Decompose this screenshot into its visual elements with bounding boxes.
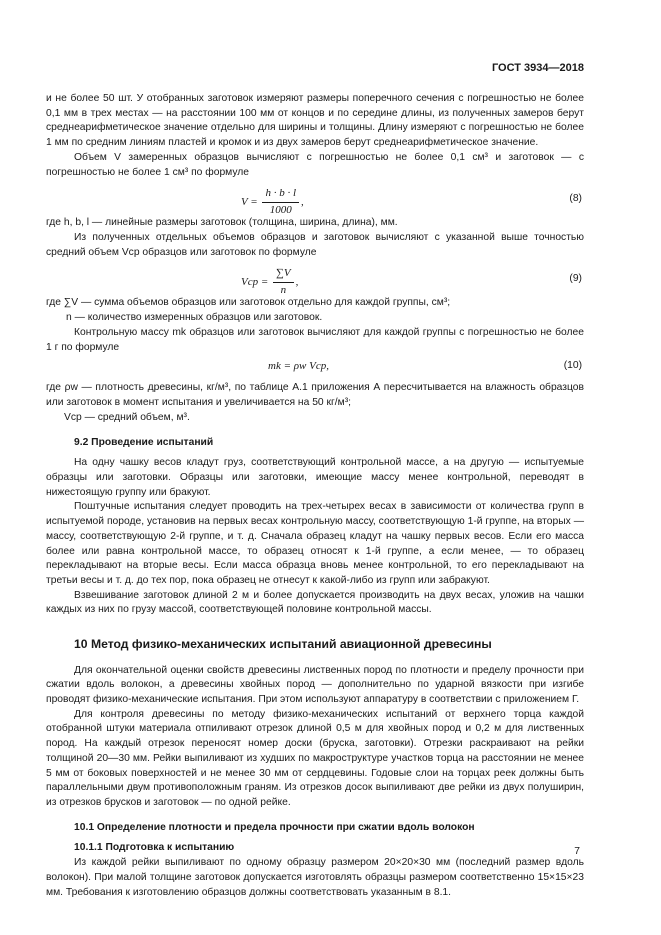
paragraph: где h, b, l — линейные размеры заготовок (толщина, ширина, длина), мм.	[46, 217, 398, 229]
fraction-denominator: 1000	[269, 204, 292, 217]
formula-expression	[241, 266, 298, 298]
paragraph: и не более 50 шт. У отобранных заготовок измеряют размеры поперечного сечения с погрешностью не более 0,1 мм в трех местах — на расстоянии 100 мм от концов и по середине длины, из полученных замеров берут среднеарифметическое значение отдельно для ширины и толщины. Длину измеряют с погрешностью не более 1 мм по средним линиям пластей и кромок и из двух замеров берут среднеарифметическое значение.	[46, 93, 584, 149]
paragraph: Из каждой рейки выпиливают по одному образцу размером 20×20×30 мм (последний размер вдоль волокон). При малой толщине заготовок допускается изготовлять образцы размером соответственно 15×15×23 мм. Требования к изготовлению образцов должны соответствовать указанным в 8.1.	[46, 857, 584, 898]
formula-lhs: Vср =	[241, 276, 269, 289]
formula-expression: mk = ρw Vср,	[268, 360, 329, 373]
paragraph: Контрольную массу mk образцов или заготовок вычисляют для каждой группы с погрешностью не более 1 г по формуле	[46, 326, 584, 353]
formula-expression	[241, 186, 304, 218]
paragraph: где ρw — плотность древесины, кг/м³, по таблице А.1 приложения А пересчитывается на влажность образцов или заготовок в момент испытания и увеличивается на 50 кг/м³;	[46, 382, 584, 409]
paragraph: Для окончательной оценки свойств древесины лиственных пород по плотности и пределу прочности при сжатии вдоль волокон, а древесины хвойных пород — дополнительно по ударной вязкости при изгибе проводят физико-механические испытания. При этом используют аппаратуру в соответствии с приложением Г.	[46, 664, 584, 705]
paragraph: Объем V замеренных образцов вычисляют с погрешностью не более 0,1 см³ и заготовок — с погрешностью не более 1 см³ по формуле	[46, 151, 584, 178]
fraction-numerator: h · b · l	[262, 186, 299, 203]
formula-9	[46, 266, 584, 297]
fraction	[273, 266, 294, 298]
fraction-denominator: n	[280, 284, 287, 297]
formula-10	[46, 359, 584, 377]
standard-header: ГОСТ 3934—2018	[491, 62, 584, 74]
paragraph: где ∑V — сумма объемов образцов или заготовок отдельно для каждой группы, см³;	[46, 297, 451, 309]
formula-tail: ,	[295, 276, 299, 289]
paragraph: n — количество измеренных образцов или заготовок.	[66, 312, 323, 324]
paragraph: Vср — средний объем, м³.	[64, 411, 190, 423]
fraction	[262, 186, 299, 218]
section-heading-10-1: 10.1 Определение плотности и предела прочности при сжатии вдоль волокон	[74, 821, 475, 833]
paragraph: Поштучные испытания следует проводить на трех-четырех весах в зависимости от количества групп в испытуемой породе, установив на первых весах контрольную массу, соответствующую 1-й группе, на вторых — массу, соответствующую 2-й группе, и т. д. Сначала образец кладут на чашку первых весов. Если его масса более или равна контрольной массе, то образец относят к 1-й группе, а если менее, — то образец перекладывают на вторые весы. Если масса образца вновь менее контрольной, то его перекладывают на третьи весы и т. д. до тех пор, пока образец не отнесут к какой-либо из групп или забракуют.	[46, 501, 584, 586]
paragraph: Взвешивание заготовок длиной 2 м и более допускается производить на двух весах, уложив на чашки каждых из них по грузу массой, соответствующей половине контрольной массы.	[46, 589, 584, 616]
paragraph: Для контроля древесины по методу физико-механических испытаний от верхнего торца каждой отобранной штуки материала отпиливают отрезок длиной 0,5 м для хвойных пород и 0,2 м для лиственных пород. На каждый отрезок переносят номер доски (бруска, заготовки). Отрезки раскраивают на рейки толщиной 20—30 мм. Рейки выпиливают из худших по макроструктуре участков торца на расстоянии не менее 5 мм от боковых поверхностей и не менее 30 мм от сердцевины. Годовые слои на торцах реек должны быть параллельными двум противоположным граням. Из отрезков досок выпиливают две рейки из двух полуширин, из отрезков брусков и заготовок — по одной рейке.	[46, 708, 584, 809]
section-heading-10-1-1: 10.1.1 Подготовка к испытанию	[74, 842, 235, 854]
formula-number: (10)	[563, 360, 582, 372]
document-body	[46, 92, 584, 900]
fraction-numerator: ∑V	[273, 266, 294, 283]
formula-number: (9)	[569, 273, 582, 285]
section-heading-9-2: 9.2 Проведение испытаний	[74, 436, 214, 448]
paragraph: Из полученных отдельных объемов образцов и заготовок вычисляют с указанной выше точностью средний объем Vср образцов или заготовок по формуле	[46, 232, 584, 258]
formula-8	[46, 186, 584, 217]
formula-number: (8)	[569, 193, 582, 205]
page-number: 7	[574, 846, 580, 857]
formula-lhs: V =	[241, 196, 258, 209]
formula-tail: ,	[301, 196, 304, 209]
document-page	[46, 0, 584, 935]
paragraph: На одну чашку весов кладут груз, соответствующий контрольной массе, а на другую — испытуемые образцы или заготовки. Образцы или заготовки, имеющие массу менее контрольной, переводят в нижестоящую группу или бракуют.	[46, 457, 584, 498]
section-heading-10: 10 Метод физико-механических испытаний авиационной древесины	[74, 637, 492, 652]
